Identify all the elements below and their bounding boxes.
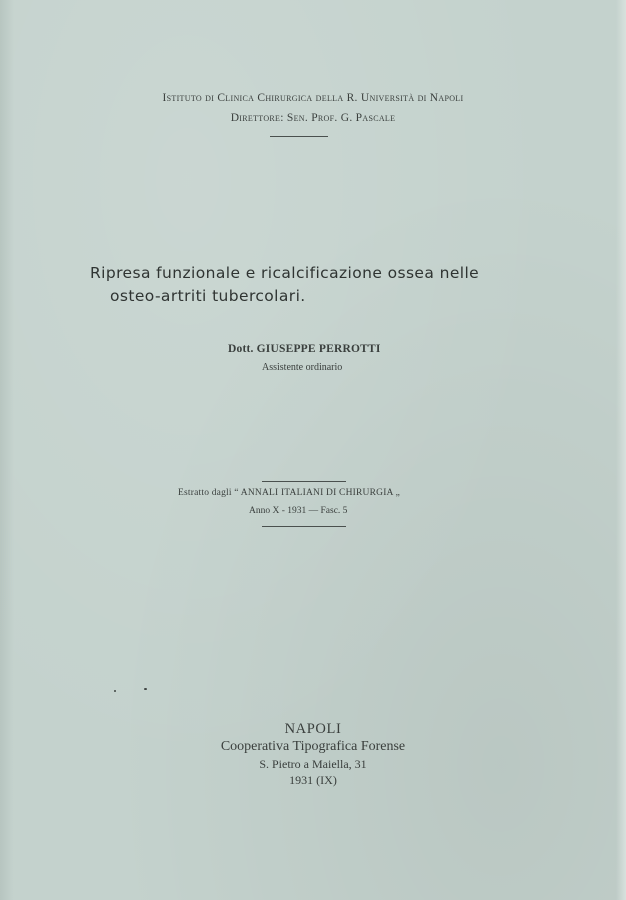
imprint-publisher: Cooperativa Tipografica Forense (220, 739, 406, 754)
author-name: Dott. GIUSEPPE PERROTTI (228, 343, 381, 355)
extract-issue: Anno X - 1931 — Fasc. 5 (249, 506, 348, 516)
extract-bottom-divider (262, 526, 346, 527)
extract-top-divider (262, 481, 346, 482)
imprint-address: S. Pietro a Maiella, 31 (259, 757, 367, 771)
imprint-year: 1931 (IX) (289, 773, 337, 787)
imprint-city: NAPOLI (284, 721, 342, 737)
author-role: Assistente ordinario (262, 362, 343, 373)
paper-speck (114, 690, 116, 692)
title-line-1: Ripresa funzionale e ricalcificazione ossea nelle (90, 264, 480, 282)
paper-speck (144, 688, 147, 690)
header-divider (270, 136, 328, 137)
title-line-2: osteo-artriti tubercolari. (110, 287, 306, 305)
director-line: Direttore: Sen. Prof. G. Pascale (230, 112, 396, 124)
extract-source: Estratto dagli “ ANNALI ITALIANI DI CHIRURGIA „ (178, 488, 401, 498)
institute-line: Istituto di Clinica Chirurgica della R. Università di Napoli (162, 92, 464, 104)
